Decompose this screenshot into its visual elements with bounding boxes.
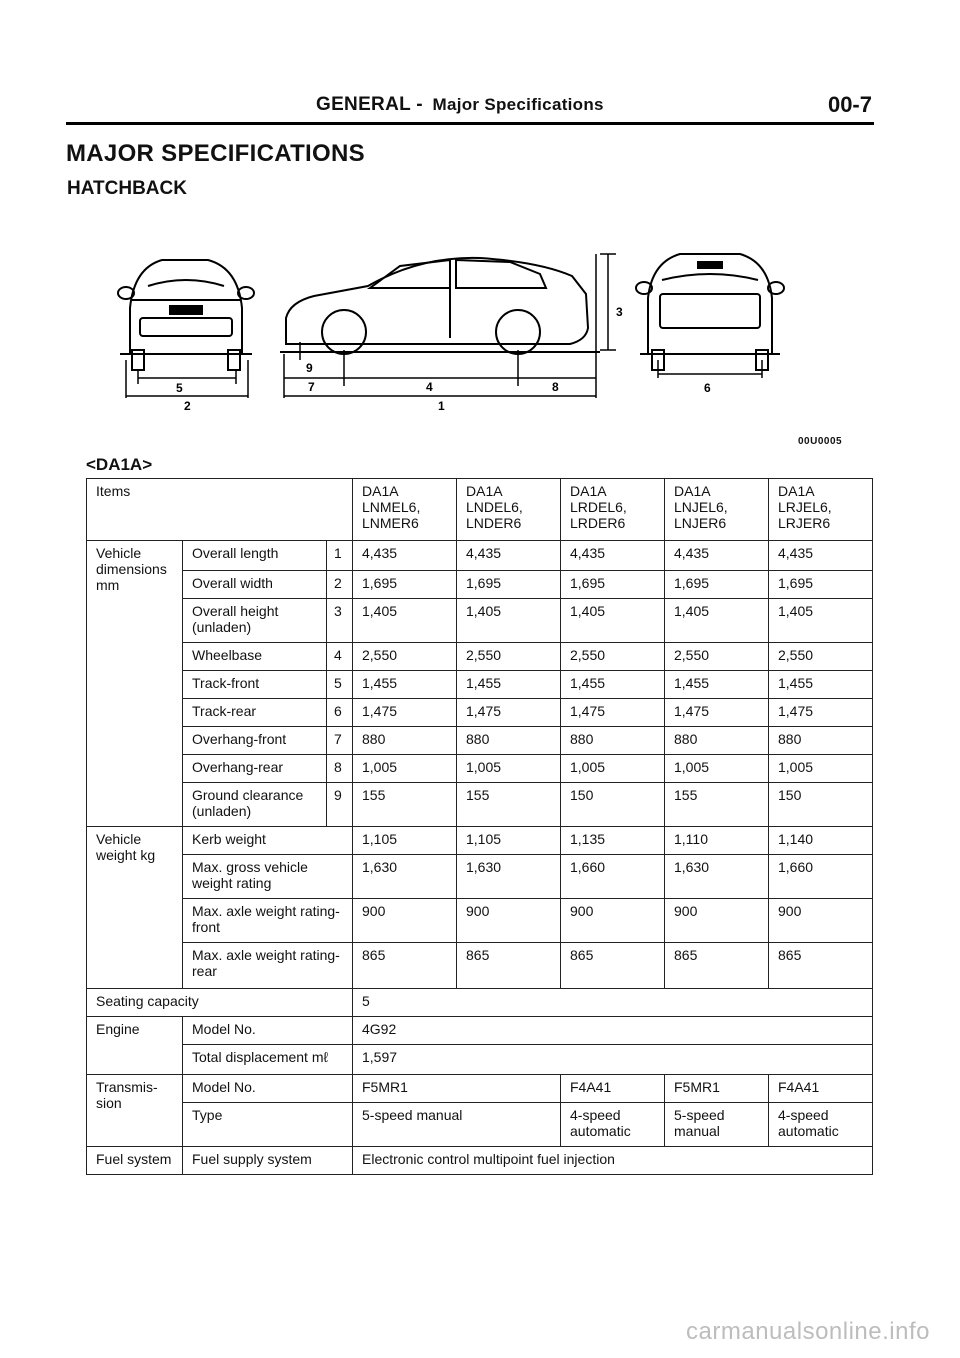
table-cell: 1,455 — [353, 671, 457, 699]
row-number: 2 — [327, 571, 353, 599]
table-header-row — [87, 479, 873, 541]
model-tag: <DA1A> — [86, 455, 153, 474]
table-cell: 155 — [353, 783, 457, 827]
group-label-engine: Engine — [87, 1017, 183, 1075]
table-cell: 900 — [457, 899, 561, 943]
row-label: Wheelbase — [183, 643, 327, 671]
table-row — [87, 755, 873, 783]
table-cell: F4A41 — [561, 1075, 665, 1103]
table-cell: 2,550 — [457, 643, 561, 671]
dim-label-1: 1 — [438, 399, 445, 413]
table-cell: Electronic control multipoint fuel injection — [353, 1147, 873, 1175]
table-cell: 1,695 — [665, 571, 769, 599]
table-row — [87, 899, 873, 943]
table-row — [87, 943, 873, 989]
dim-label-8: 8 — [552, 380, 559, 394]
model-header: DA1A LRJEL6, LRJER6 — [769, 479, 873, 541]
table-cell: 1,005 — [769, 755, 873, 783]
dim-label-2: 2 — [184, 399, 191, 413]
row-number: 3 — [327, 599, 353, 643]
page-header — [66, 92, 874, 125]
table-cell: 1,597 — [353, 1045, 873, 1075]
table-cell: 150 — [769, 783, 873, 827]
table-cell: 4-speed automatic — [561, 1103, 665, 1147]
table-cell: 1,405 — [561, 599, 665, 643]
table-row — [87, 1045, 873, 1075]
table-cell: 880 — [561, 727, 665, 755]
dim-label-4: 4 — [426, 380, 433, 394]
table-cell: 865 — [769, 943, 873, 989]
table-cell: 155 — [665, 783, 769, 827]
row-number: 4 — [327, 643, 353, 671]
table-row — [87, 1075, 873, 1103]
table-cell: 1,695 — [457, 571, 561, 599]
row-label: Total displacement mℓ — [183, 1045, 353, 1075]
table-cell: 900 — [769, 899, 873, 943]
row-label: Overall length — [183, 541, 327, 571]
table-cell: 1,140 — [769, 827, 873, 855]
table-cell: 1,005 — [665, 755, 769, 783]
table-cell: 1,405 — [665, 599, 769, 643]
table-cell: 1,005 — [353, 755, 457, 783]
row-label: Kerb weight — [183, 827, 353, 855]
table-cell: 4,435 — [353, 541, 457, 571]
table-cell: 880 — [769, 727, 873, 755]
group-label-transmission: Transmis- sion — [87, 1075, 183, 1147]
table-cell: 4,435 — [769, 541, 873, 571]
row-label: Max. gross vehicle weight rating — [183, 855, 353, 899]
row-label: Track-front — [183, 671, 327, 699]
figure-code: 00U0005 — [798, 436, 843, 447]
table-row — [87, 1103, 873, 1147]
dim-label-5: 5 — [176, 381, 183, 395]
table-cell: 1,475 — [457, 699, 561, 727]
table-row — [87, 599, 873, 643]
row-number: 6 — [327, 699, 353, 727]
table-cell: 1,630 — [665, 855, 769, 899]
group-label-weight: Vehicle weight kg — [87, 827, 183, 989]
table-cell: 1,405 — [769, 599, 873, 643]
model-header: DA1A LNMEL6, LNMER6 — [353, 479, 457, 541]
table-cell: 1,660 — [561, 855, 665, 899]
row-label: Model No. — [183, 1075, 353, 1103]
dim-label-7: 7 — [308, 380, 315, 394]
table-cell: F5MR1 — [665, 1075, 769, 1103]
page-title: MAJOR SPECIFICATIONS — [66, 140, 365, 167]
dim-label-3: 3 — [616, 305, 623, 319]
table-cell: 900 — [665, 899, 769, 943]
table-cell: 880 — [457, 727, 561, 755]
row-label: Overall height (unladen) — [183, 599, 327, 643]
table-cell: 1,660 — [769, 855, 873, 899]
table-cell: 865 — [353, 943, 457, 989]
row-label: Seating capacity — [87, 989, 353, 1017]
table-cell: 1,005 — [457, 755, 561, 783]
table-row — [87, 855, 873, 899]
vehicle-dimension-figure — [100, 238, 860, 418]
table-row — [87, 783, 873, 827]
table-cell: 150 — [561, 783, 665, 827]
table-row — [87, 643, 873, 671]
table-cell: 1,110 — [665, 827, 769, 855]
table-row — [87, 827, 873, 855]
table-cell: 1,630 — [353, 855, 457, 899]
row-number: 8 — [327, 755, 353, 783]
specifications-table — [86, 478, 873, 1175]
table-cell: 1,695 — [561, 571, 665, 599]
table-cell: 1,455 — [561, 671, 665, 699]
table-cell: 1,475 — [665, 699, 769, 727]
table-row — [87, 541, 873, 571]
table-cell: 1,405 — [457, 599, 561, 643]
row-number: 7 — [327, 727, 353, 755]
table-row — [87, 1147, 873, 1175]
table-cell: 880 — [665, 727, 769, 755]
row-label: Overhang-front — [183, 727, 327, 755]
row-number: 1 — [327, 541, 353, 571]
row-label: Max. axle weight rating-rear — [183, 943, 353, 989]
table-row — [87, 699, 873, 727]
watermark: carmanualsonline.info — [686, 1318, 930, 1345]
table-row — [87, 989, 873, 1017]
table-row — [87, 671, 873, 699]
table-cell: 1,695 — [769, 571, 873, 599]
table-row — [87, 571, 873, 599]
group-label-dimensions: Vehicle dimensions mm — [87, 541, 183, 827]
items-header: Items — [87, 479, 353, 541]
front-view-drawing — [118, 260, 254, 370]
table-cell: 4,435 — [665, 541, 769, 571]
table-cell: 1,475 — [353, 699, 457, 727]
table-cell: 4,435 — [457, 541, 561, 571]
table-cell: 900 — [353, 899, 457, 943]
header-section: GENERAL - Major Specifications — [316, 94, 604, 115]
table-cell: 1,455 — [457, 671, 561, 699]
table-cell: F5MR1 — [353, 1075, 561, 1103]
table-cell: 4G92 — [353, 1017, 873, 1045]
table-cell: 2,550 — [769, 643, 873, 671]
table-cell: 2,550 — [665, 643, 769, 671]
group-label-fuel: Fuel system — [87, 1147, 183, 1175]
row-label: Track-rear — [183, 699, 327, 727]
table-cell: 5-speed manual — [665, 1103, 769, 1147]
table-cell: 900 — [561, 899, 665, 943]
table-cell: 1,455 — [769, 671, 873, 699]
model-header: DA1A LRDEL6, LRDER6 — [561, 479, 665, 541]
table-cell: 1,630 — [457, 855, 561, 899]
table-cell: 1,455 — [665, 671, 769, 699]
row-label: Overhang-rear — [183, 755, 327, 783]
table-cell: 4-speed automatic — [769, 1103, 873, 1147]
row-label: Ground clearance (unladen) — [183, 783, 327, 827]
table-cell: 1,405 — [353, 599, 457, 643]
table-cell: F4A41 — [769, 1075, 873, 1103]
table-cell: 1,135 — [561, 827, 665, 855]
table-cell: 865 — [457, 943, 561, 989]
table-row — [87, 1017, 873, 1045]
page-number: 00-7 — [827, 92, 872, 117]
row-label: Fuel supply system — [183, 1147, 353, 1175]
table-cell: 865 — [561, 943, 665, 989]
table-cell: 1,475 — [561, 699, 665, 727]
rear-dimensions — [658, 360, 762, 378]
table-cell: 880 — [353, 727, 457, 755]
dim-label-9: 9 — [306, 361, 313, 375]
table-cell: 155 — [457, 783, 561, 827]
table-cell: 1,105 — [457, 827, 561, 855]
table-cell: 2,550 — [353, 643, 457, 671]
row-label: Type — [183, 1103, 353, 1147]
table-cell: 1,695 — [353, 571, 457, 599]
table-cell: 5 — [353, 989, 873, 1017]
row-label: Overall width — [183, 571, 327, 599]
table-cell: 2,550 — [561, 643, 665, 671]
table-cell: 1,005 — [561, 755, 665, 783]
table-cell: 1,475 — [769, 699, 873, 727]
dim-label-6: 6 — [704, 381, 711, 395]
table-cell: 5-speed manual — [353, 1103, 561, 1147]
table-cell: 4,435 — [561, 541, 665, 571]
row-label: Model No. — [183, 1017, 353, 1045]
page-subtitle: HATCHBACK — [67, 178, 187, 199]
table-row — [87, 727, 873, 755]
rear-view-drawing — [636, 254, 784, 370]
table-cell: 1,105 — [353, 827, 457, 855]
model-header: DA1A LNDEL6, LNDER6 — [457, 479, 561, 541]
row-number: 5 — [327, 671, 353, 699]
row-label: Max. axle weight rating-front — [183, 899, 353, 943]
model-header: DA1A LNJEL6, LNJER6 — [665, 479, 769, 541]
row-number: 9 — [327, 783, 353, 827]
side-view-drawing — [280, 258, 600, 354]
table-cell: 865 — [665, 943, 769, 989]
